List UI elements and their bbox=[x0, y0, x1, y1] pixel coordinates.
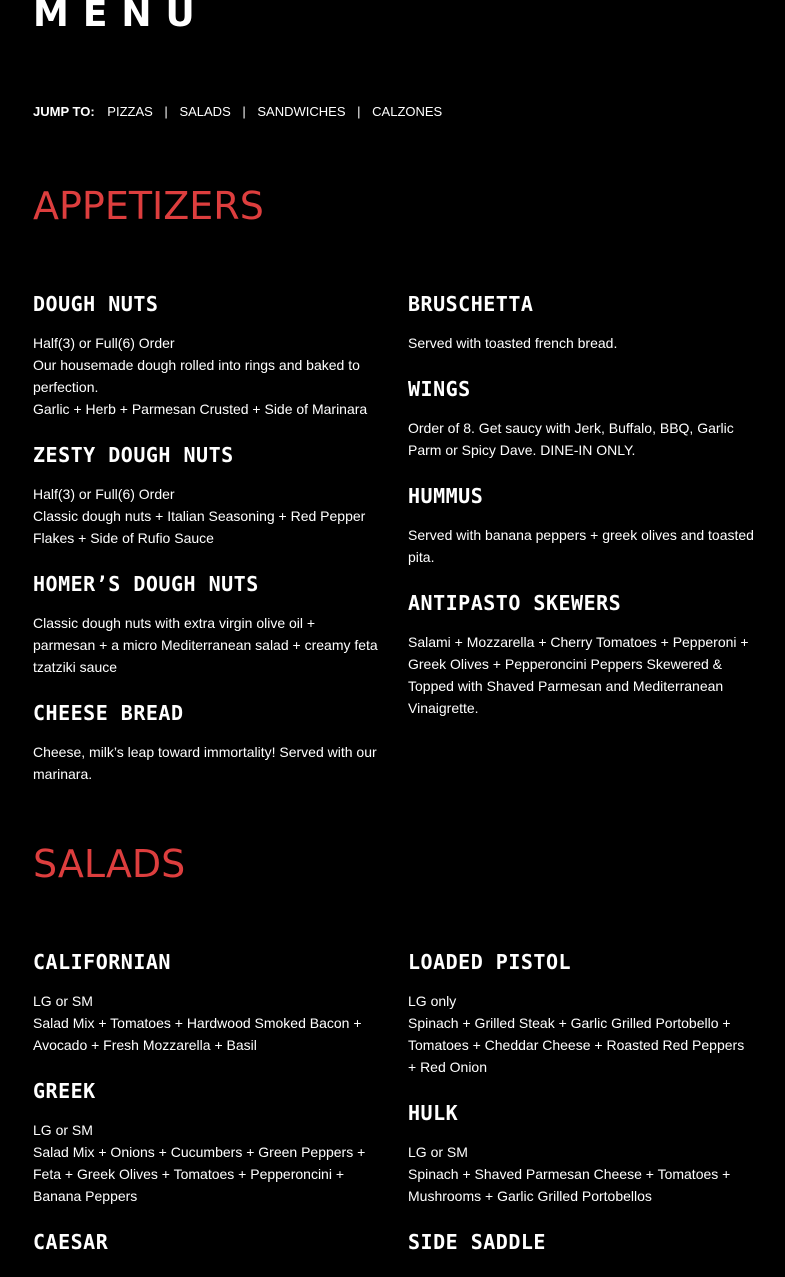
menu-item bbox=[33, 443, 379, 549]
jump-nav bbox=[33, 103, 442, 121]
menu-item bbox=[408, 292, 754, 354]
menu-item-name: CALIFORNIAN bbox=[33, 950, 171, 974]
menu-item-name: CHEESE BREAD bbox=[33, 701, 184, 725]
jump-label: JUMP TO: bbox=[33, 104, 95, 119]
nav-separator: | bbox=[242, 104, 246, 119]
menu-item-description: Classic dough nuts with extra virgin olive oil + parmesan + a micro Mediterranean salad + creamy feta tzatziki sauce bbox=[33, 615, 378, 675]
menu-item-name: GREEK bbox=[33, 1079, 96, 1103]
menu-item-name: ZESTY DOUGH NUTS bbox=[33, 443, 234, 467]
menu-item-description: Spinach + Grilled Steak + Garlic Grilled Portobello + Tomatoes + Cheddar Cheese + Roasted Red Peppers + Red Onion bbox=[408, 1015, 745, 1075]
menu-item-description: Our housemade dough rolled into rings and baked to perfection. bbox=[33, 357, 360, 395]
menu-item-description: LG or SM bbox=[33, 1122, 93, 1138]
menu-item bbox=[408, 377, 754, 461]
nav-separator: | bbox=[164, 104, 168, 119]
menu-item-description: Garlic + Herb + Parmesan Crusted + Side of Marinara bbox=[33, 401, 368, 417]
salads-section-title: SALADS bbox=[33, 842, 186, 886]
menu-item-description: Classic dough nuts + Italian Seasoning + Red Pepper Flakes + Side of Rufio Sauce bbox=[33, 508, 366, 546]
jump-link-sandwiches[interactable]: SANDWICHES bbox=[257, 104, 346, 119]
menu-item bbox=[408, 484, 754, 568]
nav-separator: | bbox=[357, 104, 361, 119]
menu-item bbox=[33, 701, 379, 785]
menu-item-description: Served with toasted french bread. bbox=[408, 335, 618, 351]
menu-item-description: LG or SM bbox=[408, 1144, 468, 1160]
jump-link-pizzas[interactable]: PIZZAS bbox=[107, 104, 153, 119]
menu-item-name: HOMER’S DOUGH NUTS bbox=[33, 572, 259, 596]
menu-item bbox=[33, 1230, 379, 1254]
menu-item bbox=[408, 950, 754, 1078]
menu-item-name: HUMMUS bbox=[408, 484, 484, 508]
menu-item bbox=[33, 572, 379, 678]
menu-item-description: LG or SM bbox=[33, 993, 93, 1009]
menu-item-description: Half(3) or Full(6) Order bbox=[33, 335, 175, 351]
appetizers-right-column bbox=[408, 292, 754, 742]
menu-item-name: WINGS bbox=[408, 377, 471, 401]
salads-left-column bbox=[33, 950, 379, 1277]
menu-item-description: Spinach + Shaved Parmesan Cheese + Tomatoes + Mushrooms + Garlic Grilled Portobellos bbox=[408, 1166, 731, 1204]
menu-item-description: LG only bbox=[408, 993, 457, 1009]
menu-item bbox=[33, 292, 379, 420]
jump-link-calzones[interactable]: CALZONES bbox=[372, 104, 443, 119]
menu-item-description: Cheese, milk’s leap toward immortality! Served with our marinara. bbox=[33, 744, 377, 782]
menu-item bbox=[33, 1079, 379, 1207]
menu-item-description: Salad Mix + Onions + Cucumbers + Green Peppers + Feta + Greek Olives + Tomatoes + Pepperoncini + Banana Peppers bbox=[33, 1144, 366, 1204]
menu-item-name: SIDE SADDLE bbox=[408, 1230, 546, 1254]
menu-item-description: Half(3) or Full(6) Order bbox=[33, 486, 175, 502]
jump-link-salads[interactable]: SALADS bbox=[179, 104, 231, 119]
salads-right-column bbox=[408, 950, 754, 1277]
menu-item bbox=[408, 1230, 754, 1254]
menu-item-name: DOUGH NUTS bbox=[33, 292, 159, 316]
menu-item-description: Order of 8. Get saucy with Jerk, Buffalo, BBQ, Garlic Parm or Spicy Dave. DINE-IN ONLY. bbox=[408, 420, 734, 458]
menu-item-name: CAESAR bbox=[33, 1230, 109, 1254]
menu-item bbox=[33, 950, 379, 1056]
menu-item bbox=[408, 1101, 754, 1207]
menu-item-name: HULK bbox=[408, 1101, 459, 1125]
appetizers-left-column bbox=[33, 292, 379, 808]
menu-item-name: BRUSCHETTA bbox=[408, 292, 534, 316]
page-title: MENU bbox=[33, 0, 209, 35]
menu-item-description: Salami + Mozzarella + Cherry Tomatoes + Pepperoni + Greek Olives + Pepperoncini Peppers Skewered & Topped with Shaved Parmesan and Mediterranean Vinaigrette. bbox=[408, 634, 749, 716]
menu-item-description: Salad Mix + Tomatoes + Hardwood Smoked Bacon + Avocado + Fresh Mozzarella + Basil bbox=[33, 1015, 362, 1053]
appetizers-section-title: APPETIZERS bbox=[33, 184, 264, 228]
menu-item-name: LOADED PISTOL bbox=[408, 950, 572, 974]
menu-item bbox=[408, 591, 754, 719]
menu-item-description: Served with banana peppers + greek olives and toasted pita. bbox=[408, 527, 754, 565]
menu-item-name: ANTIPASTO SKEWERS bbox=[408, 591, 622, 615]
